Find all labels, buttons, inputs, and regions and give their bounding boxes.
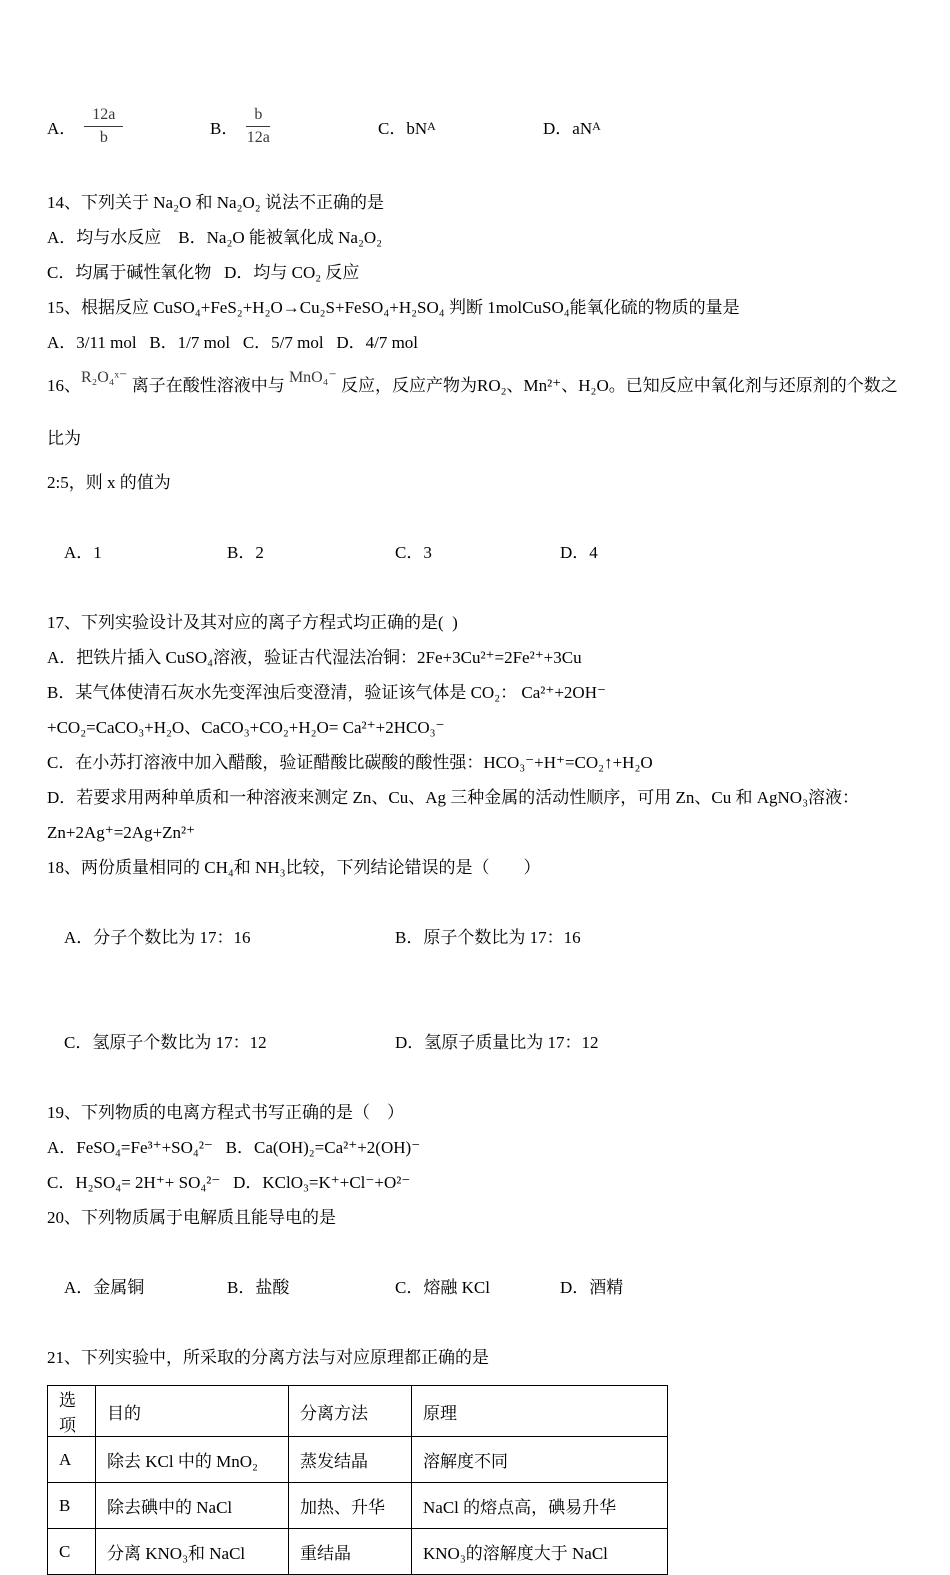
question-14-stem: 14、下列关于 Na₂O 和 Na₂O₂ 说法不正确的是 bbox=[47, 193, 384, 212]
question-17-option-b-line-1: B．某气体使清石灰水先变浑浊后变澄清，验证该气体是 CO₂： Ca²⁺+2OH⁻ bbox=[47, 683, 606, 702]
q16-option-d: D．4 bbox=[560, 543, 598, 562]
fraction-denominator: b bbox=[99, 128, 108, 146]
q13-option-d bbox=[543, 114, 601, 139]
fraction-formula bbox=[246, 106, 270, 147]
chemical-formula-mno4: MnO₄⁻ bbox=[288, 369, 337, 386]
table-row bbox=[48, 1529, 668, 1575]
question-18-options-line-2 bbox=[47, 990, 905, 1095]
fraction-numerator: 12a bbox=[84, 106, 123, 127]
question-17-option-d-line-1: D．若要求用两种单质和一种溶液来测定 Zn、Cu、Ag 三种金属的活动性顺序，可用 Zn、Cu 和 AgNO₃溶液： bbox=[47, 788, 860, 807]
table-cell-option: C bbox=[48, 1529, 96, 1575]
table-header-purpose: 目的 bbox=[96, 1386, 289, 1437]
table-cell-purpose: 除去 KCl 中的 MnO₂ bbox=[96, 1437, 289, 1483]
question-16-stem bbox=[47, 360, 905, 465]
option-label: B． bbox=[210, 118, 239, 138]
q13-option-a bbox=[47, 106, 210, 147]
question-21-stem: 21、下列实验中，所采取的分离方法与对应原理都正确的是 bbox=[47, 1348, 489, 1367]
chemical-formula-r2o4: R₂O₄ˣ⁻ bbox=[81, 369, 128, 386]
table-cell-principle: 溶解度不同 bbox=[412, 1437, 668, 1483]
q16-option-c: C．3 bbox=[395, 543, 432, 562]
question-15-options: A．3/11 mol B．1/7 mol C．5/7 mol D．4/7 mol bbox=[47, 333, 419, 352]
fraction-formula bbox=[84, 106, 123, 147]
table-cell-principle: KNO₃的溶解度大于 NaCl bbox=[412, 1529, 668, 1575]
q18-option-c: C．氢原子个数比为 17：12 bbox=[64, 1033, 267, 1052]
question-20-stem: 20、下列物质属于电解质且能导电的是 bbox=[47, 1208, 336, 1227]
fraction-numerator: b bbox=[246, 106, 270, 127]
q16-text-post: 反应，反应产物为RO₂、Mn²⁺、H₂O。已知反应中氧化剂与还原剂的个数之比为 bbox=[47, 376, 898, 448]
question-17-option-a: A．把铁片插入 CuSO₄溶液，验证古代湿法冶铜：2Fe+3Cu²⁺=2Fe²⁺+3Cu bbox=[47, 648, 582, 667]
table-cell-purpose: 除去碘中的 NaCl bbox=[96, 1483, 289, 1529]
q18-option-a: A．分子个数比为 17：16 bbox=[64, 928, 251, 947]
question-17-option-d-line-2: Zn+2Ag⁺=2Ag+Zn²⁺ bbox=[47, 823, 196, 842]
table-cell-option: A bbox=[48, 1437, 96, 1483]
q16-number: 16、 bbox=[47, 376, 81, 395]
table-header-option: 选项 bbox=[48, 1386, 96, 1437]
question-14-options-line-1: A．均与水反应 B．Na₂O 能被氧化成 Na₂O₂ bbox=[47, 228, 383, 247]
table-cell-method: 蒸发结晶 bbox=[289, 1437, 412, 1483]
table-row bbox=[48, 1483, 668, 1529]
q20-option-b: B．盐酸 bbox=[227, 1278, 290, 1297]
table-header-method: 分离方法 bbox=[289, 1386, 412, 1437]
table-header-row bbox=[48, 1386, 668, 1437]
fraction-denominator: 12a bbox=[246, 128, 270, 146]
question-17-option-b-line-2: +CO₂=CaCO₃+H₂O、CaCO₃+CO₂+H₂O= Ca²⁺+2HCO₃⁻ bbox=[47, 718, 445, 737]
option-text: D．aN bbox=[543, 118, 593, 138]
question-13-options-row bbox=[47, 95, 905, 157]
question-16-options bbox=[47, 500, 905, 605]
q20-option-d: D．酒精 bbox=[560, 1278, 624, 1297]
table-header-principle: 原理 bbox=[412, 1386, 668, 1437]
subscript: A bbox=[592, 118, 601, 133]
option-label: A． bbox=[47, 118, 77, 138]
table-row bbox=[48, 1437, 668, 1483]
table-cell-method: 重结晶 bbox=[289, 1529, 412, 1575]
question-17-stem: 17、下列实验设计及其对应的离子方程式均正确的是( ) bbox=[47, 613, 458, 632]
q16-text-mid: 离子在酸性溶液中与 bbox=[127, 376, 289, 395]
table-cell-method: 加热、升华 bbox=[289, 1483, 412, 1529]
question-17-option-c: C．在小苏打溶液中加入醋酸，验证醋酸比碳酸的酸性强：HCO₃⁻+H⁺=CO₂↑+H₂O bbox=[47, 753, 653, 772]
table-cell-purpose: 分离 KNO₃和 NaCl bbox=[96, 1529, 289, 1575]
q16-option-a: A．1 bbox=[64, 543, 102, 562]
question-18-options-line-1 bbox=[47, 885, 905, 990]
question-16-stem-line-2: 2:5，则 x 的值为 bbox=[47, 473, 171, 492]
q13-option-c bbox=[378, 114, 543, 139]
question-19-options-line-1: A．FeSO₄=Fe³⁺+SO₄²⁻ B．Ca(OH)₂=Ca²⁺+2(OH)⁻ bbox=[47, 1138, 421, 1157]
q13-option-b bbox=[210, 106, 378, 147]
separation-methods-table bbox=[47, 1385, 668, 1575]
question-19-options-line-2: C．H₂SO₄= 2H⁺+ SO₄²⁻ D．KClO₃=K⁺+Cl⁻+O²⁻ bbox=[47, 1173, 411, 1192]
question-18-stem: 18、两份质量相同的 CH₄和 NH₃比较，下列结论错误的是（ ） bbox=[47, 858, 541, 877]
question-20-options bbox=[47, 1235, 905, 1340]
question-14-options-line-2: C．均属于碱性氧化物 D．均与 CO₂ 反应 bbox=[47, 263, 360, 282]
q20-option-a: A．金属铜 bbox=[64, 1278, 145, 1297]
subscript: A bbox=[427, 118, 436, 133]
option-text: C．bN bbox=[378, 118, 428, 138]
q18-option-d: D．氢原子质量比为 17：12 bbox=[395, 1033, 599, 1052]
question-15-stem: 15、根据反应 CuSO₄+FeS₂+H₂O→Cu₂S+FeSO₄+H₂SO₄ 判断 1molCuSO₄能氧化硫的物质的量是 bbox=[47, 298, 740, 317]
q20-option-c: C．熔融 KCl bbox=[395, 1278, 490, 1297]
question-19-stem: 19、下列物质的电离方程式书写正确的是（ ） bbox=[47, 1103, 404, 1122]
table-cell-principle: NaCl 的熔点高，碘易升华 bbox=[412, 1483, 668, 1529]
q16-option-b: B．2 bbox=[227, 543, 264, 562]
q18-option-b: B．原子个数比为 17：16 bbox=[395, 928, 581, 947]
table-cell-option: B bbox=[48, 1483, 96, 1529]
